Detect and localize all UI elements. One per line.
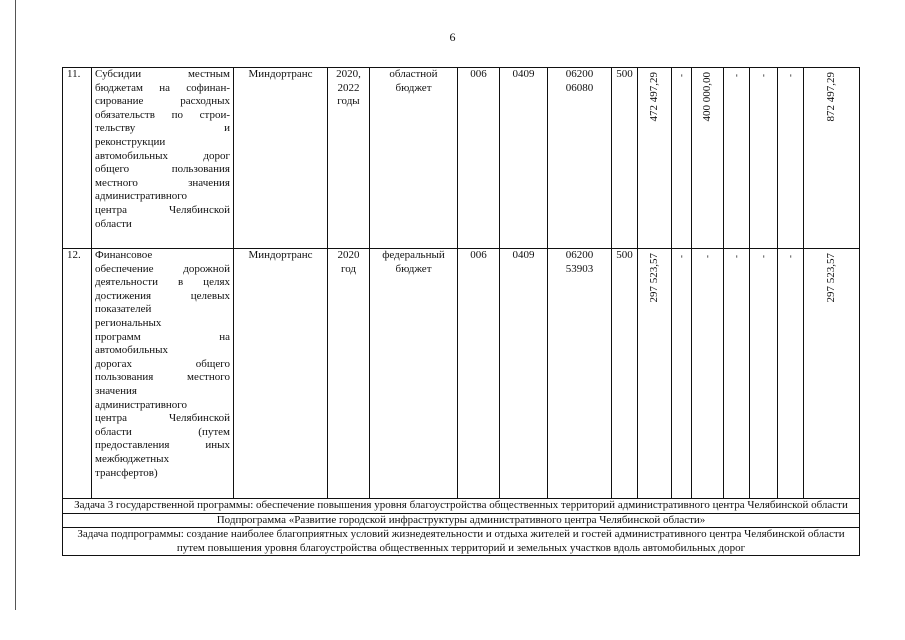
amount-total (804, 68, 860, 249)
amount-value: 400 000,00 (700, 72, 713, 122)
page-margin-line (15, 0, 16, 610)
task3-row (63, 499, 860, 514)
amount-value: - (675, 255, 686, 258)
measure-name-line: программ на (95, 330, 230, 343)
funding-source: федеральный бюджет (370, 249, 458, 499)
table-row (63, 249, 860, 499)
measure-name-line: достижения целевых (95, 289, 230, 302)
subtask-text: Задача подпрограммы: создание наиболее благоприятных условий жизнедеятельности и отдыха жителей и гостей административного центра Челябинской области путем повышения уровня благоустройства общественных территорий и земельных участков вдоль автомобильных дорог (63, 528, 860, 556)
measure-name-line: административного (95, 190, 188, 203)
measure-name-line: области (95, 217, 132, 230)
measure-name-line: межбюджетных (95, 452, 170, 465)
measure-name-line: области (путем (95, 425, 230, 438)
measure-name-line: Финансовое (95, 249, 153, 261)
amount-v5 (750, 249, 778, 499)
amount-v4 (724, 68, 750, 249)
amount-v5 (750, 68, 778, 249)
vr-code: 500 (612, 249, 638, 499)
measure-name-line: центра Челябинской (95, 203, 230, 216)
funding-source: областной бюджет (370, 68, 458, 249)
task3-text: Задача 3 государственной программы: обеспечение повышения уровня благоустройства общественных территорий административного центра Челябинской области (63, 499, 860, 514)
amount-value: - (701, 255, 712, 258)
measure-name-line: Субсидии местным (95, 68, 230, 80)
grbs-code: 006 (458, 249, 500, 499)
measure-name-line: бюджетам на софинан- (95, 81, 230, 94)
amount-value: - (675, 74, 686, 77)
row-number: 12. (63, 249, 92, 499)
measure-name-line: значения (95, 384, 137, 397)
measure-name-line: местного значения (95, 176, 230, 189)
measure-name-line: тельству и (95, 122, 230, 135)
measure-name (92, 249, 234, 499)
amount-v6 (778, 249, 804, 499)
amount-value: - (730, 74, 741, 77)
subprogram-text: Подпрограмма «Развитие городской инфраструктуры административного центра Челябинской области» (63, 513, 860, 528)
subprogram-row (63, 513, 860, 528)
amount-value: - (784, 255, 795, 258)
amount-value: 472 497,29 (647, 72, 660, 122)
amount-value: 872 497,29 (824, 72, 837, 122)
measure-name-line: дорогах общего (95, 357, 230, 370)
measure-name-line: общего пользования (95, 163, 230, 176)
amount-v6 (778, 68, 804, 249)
amount-value: - (784, 74, 795, 77)
measure-name-line: административного (95, 398, 188, 411)
amount-total (804, 249, 860, 499)
vr-code: 500 (612, 68, 638, 249)
amount-v2 (672, 249, 692, 499)
measure-name-line: показателей (95, 303, 152, 316)
measure-name-line: автомобильных (95, 344, 168, 357)
years: 2020 год (328, 249, 370, 499)
rzpr-code: 0409 (500, 68, 548, 249)
amount-value: - (757, 74, 768, 77)
measure-name-line: предоставления иных (95, 439, 230, 452)
measure-name-line: обеспечение дорожной (95, 262, 230, 275)
measure-name (92, 68, 234, 249)
csr-code: 06200 06080 (548, 68, 612, 249)
measure-name-line: автомобильных дорог (95, 149, 230, 162)
measure-name-line: реконструкции (95, 135, 166, 148)
years: 2020, 2022 годы (328, 68, 370, 249)
amount-value: - (730, 255, 741, 258)
page-number: 6 (449, 30, 456, 44)
measure-name-line: деятельности в целях (95, 276, 230, 289)
amount-v4 (724, 249, 750, 499)
budget-table (62, 67, 860, 556)
measure-name-line: трансфертов) (95, 466, 158, 479)
row-number: 11. (63, 68, 92, 249)
amount-v2 (672, 68, 692, 249)
measure-name-line: сирование расходных (95, 95, 230, 108)
csr-code: 06200 53903 (548, 249, 612, 499)
amount-value: 297 523,57 (647, 253, 660, 303)
amount-v1 (638, 249, 672, 499)
measure-name-line: региональных (95, 316, 162, 329)
executor: Миндортранс (234, 249, 328, 499)
measure-name-line: центра Челябинской (95, 412, 230, 425)
amount-v1 (638, 68, 672, 249)
amount-value: - (757, 255, 768, 258)
table-row (63, 68, 860, 249)
rzpr-code: 0409 (500, 249, 548, 499)
measure-name-line: обязательств по строи- (95, 108, 230, 121)
subtask-row (63, 528, 860, 556)
executor: Миндортранс (234, 68, 328, 249)
amount-value: 297 523,57 (824, 253, 837, 303)
measure-name-line: пользования местного (95, 371, 230, 384)
amount-v3 (692, 249, 724, 499)
amount-v3 (692, 68, 724, 249)
grbs-code: 006 (458, 68, 500, 249)
